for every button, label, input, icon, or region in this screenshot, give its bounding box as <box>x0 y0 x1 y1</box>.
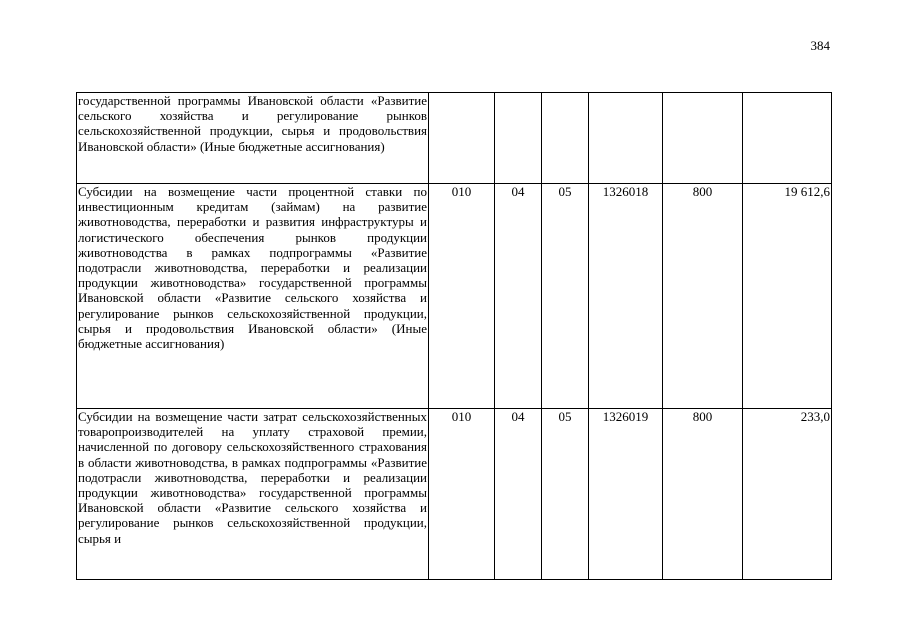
subsection-code: 05 <box>542 409 589 580</box>
table-row <box>77 93 832 184</box>
page-number: 384 <box>810 38 830 53</box>
ministry-code: 010 <box>429 184 495 409</box>
target-article-code <box>589 93 663 184</box>
subsection-code <box>542 93 589 184</box>
table-row <box>77 184 832 409</box>
target-article-code: 1326018 <box>589 184 663 409</box>
amount: 233,0 <box>743 409 832 580</box>
target-article-code: 1326019 <box>589 409 663 580</box>
amount <box>743 93 832 184</box>
budget-table <box>76 92 832 580</box>
subsection-code: 05 <box>542 184 589 409</box>
expense-type-code <box>663 93 743 184</box>
expense-type-code: 800 <box>663 184 743 409</box>
section-code: 04 <box>495 184 542 409</box>
table-row <box>77 409 832 580</box>
row-description: государственной программы Ивановской области «Развитие сельского хозяйства и регулирование рынков сельскохозяйственной продукции, сырья и продовольствия Ивановской области» (Иные бюджетные ассигнования) <box>77 93 429 184</box>
ministry-code: 010 <box>429 409 495 580</box>
amount: 19 612,6 <box>743 184 832 409</box>
expense-type-code: 800 <box>663 409 743 580</box>
section-code <box>495 93 542 184</box>
row-description: Субсидии на возмещение части затрат сельскохозяйственных товаропроизводителей на уплату страховой премии, начисленной по договору сельскохозяйственного страхования в области животноводства, в рамках подпрограммы «Развитие подотрасли животноводства, переработки и реализации продукции животноводства» государственной программы Ивановской области «Развитие сельского хозяйства и регулирование рынков сельскохозяйственной продукции, сырья и <box>77 409 429 580</box>
row-description: Субсидии на возмещение части процентной ставки по инвестиционным кредитам (займам) на развитие животноводства, переработки и развития инфраструктуры и логистического обеспечения рынков продукции животноводства в рамках подпрограммы «Развитие подотрасли животноводства, переработки и реализации продукции животноводства» государственной программы Ивановской области «Развитие сельского хозяйства и регулирование рынков сельскохозяйственной продукции, сырья и продовольствия Ивановской области» (Иные бюджетные ассигнования) <box>77 184 429 409</box>
ministry-code <box>429 93 495 184</box>
section-code: 04 <box>495 409 542 580</box>
